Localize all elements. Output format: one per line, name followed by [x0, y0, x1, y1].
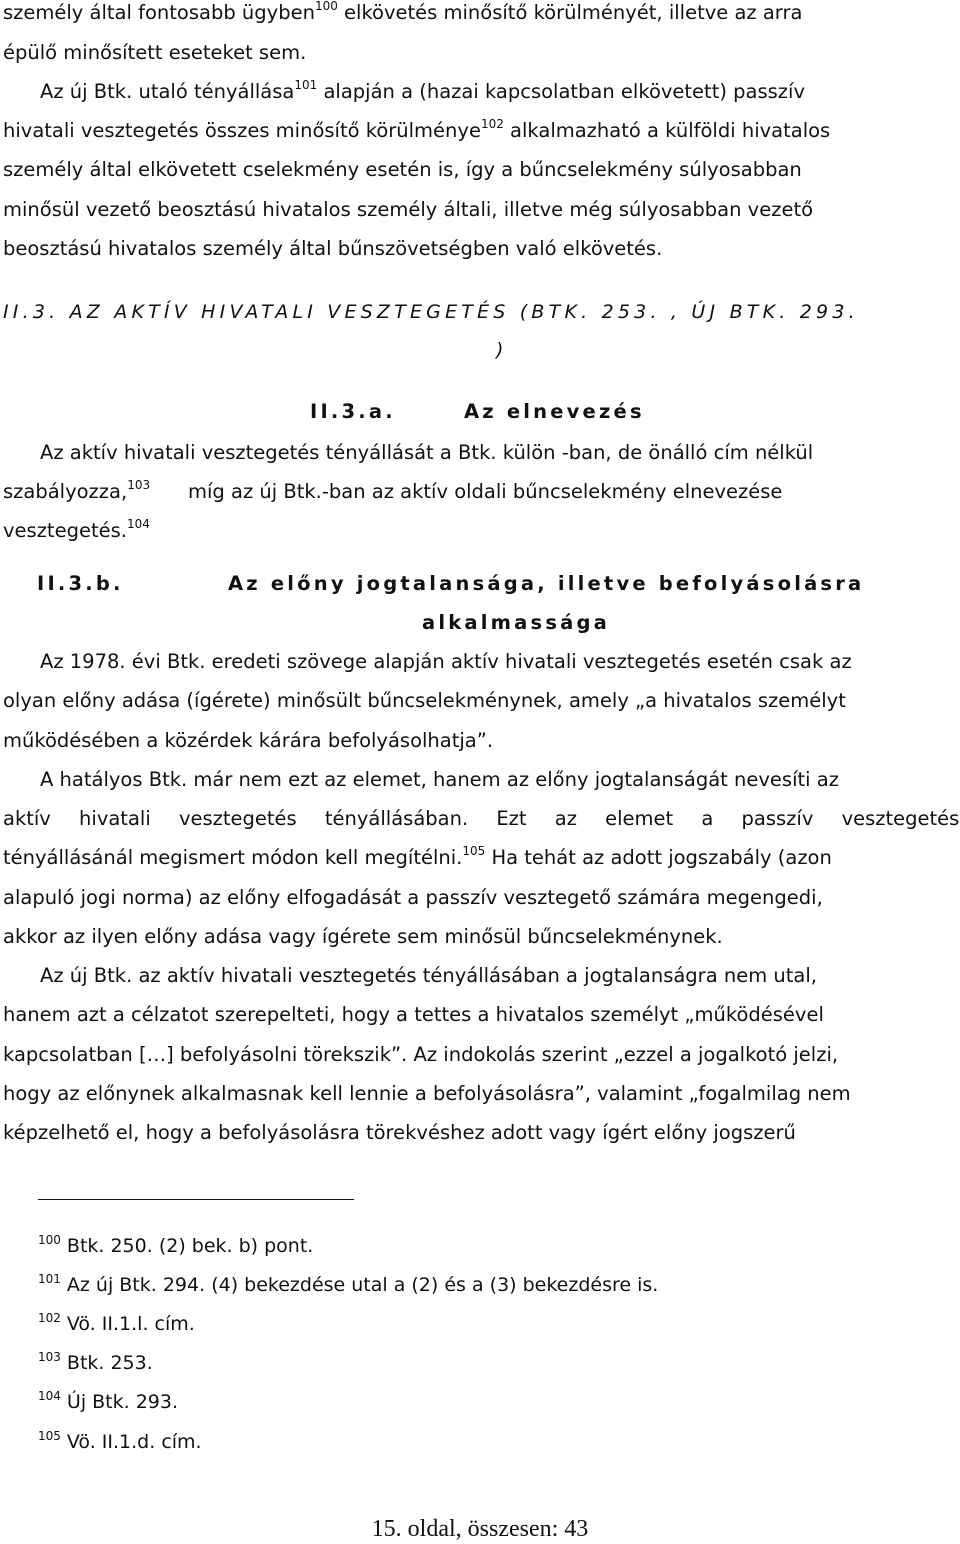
paragraph-line: személy által elkövetett cselekmény esetén is, így a bűncselekmény súlyosabban — [3, 158, 802, 181]
text-run: tényállásánál megismert módon kell megítélni. — [3, 846, 463, 869]
paragraph-line: minősül vezető beosztású hivatalos személy általi, illetve még súlyosabban vezető — [3, 198, 814, 221]
text-run: szabályozza, — [3, 480, 128, 503]
text-run: alkalmazható a külföldi hivatalos — [503, 119, 831, 142]
text-run: Ha tehát az adott jogszabály (azon — [485, 846, 832, 869]
paragraph-line: működésében a közérdek kárára befolyásolhatja”. — [3, 729, 494, 752]
text-run: Az új Btk. utaló tényállása — [40, 80, 295, 103]
paragraph-line: A hatályos Btk. már nem ezt az elemet, hanem az előny jogtalanságát nevesíti az — [40, 768, 839, 791]
footnote — [38, 1312, 195, 1336]
footnote — [38, 1430, 202, 1454]
text-run: vesztegetés. — [3, 519, 127, 542]
paragraph-line: beosztású hivatalos személy által bűnszövetségben való elkövetés. — [3, 237, 663, 260]
paragraph-line: alapuló jogi norma) az előny elfogadását a passzív vesztegető számára megengedi, — [3, 886, 823, 909]
paragraph-line — [3, 79, 960, 105]
footnote-text: Vö. II.1.l. cím. — [66, 1313, 195, 1335]
paragraph-line: olyan előny adása (ígérete) minősült bűncselekménynek, amely „a hivatalos személyt — [3, 689, 846, 712]
footnote — [38, 1273, 658, 1297]
paragraph-line — [3, 518, 960, 544]
footnote-ref[interactable]: 105 — [462, 844, 486, 858]
subsection-number: II.3.b. — [37, 572, 124, 595]
footnote-number: 100 — [38, 1233, 61, 1247]
footnote-separator — [38, 1199, 354, 1200]
footnote-text: Btk. 253. — [66, 1352, 153, 1374]
subsection-title: Az elnevezés — [464, 400, 645, 423]
paragraph-line: míg az új Btk.-ban az aktív oldali bűncselekmény elnevezése — [188, 480, 783, 503]
paragraph-line: képzelhető el, hogy a befolyásolásra törekvéshez adott vagy ígért előny jogszerű — [3, 1121, 796, 1144]
footnote-number: 101 — [38, 1272, 61, 1286]
section-heading: II.3. AZ AKTÍV HIVATALI VESZTEGETÉS (BTK. 253. , ÚJ BTK. 293. — [3, 301, 859, 323]
footnote-number: 103 — [38, 1350, 61, 1364]
footnote-number: 102 — [38, 1311, 61, 1325]
footnote-text: Új Btk. 293. — [66, 1391, 179, 1413]
text-run: alapján a (hazai kapcsolatban elkövetett) passzív — [317, 80, 805, 103]
footnote — [38, 1351, 153, 1375]
footnote-text: Vö. II.1.d. cím. — [66, 1431, 202, 1453]
paragraph-line: kapcsolatban […] befolyásolni törekszik”. Az indokolás szerint „ezzel a jogalkotó jelzi, — [3, 1043, 839, 1066]
text-run: hivatali vesztegetés összes minősítő körülménye — [3, 119, 481, 142]
subsection-title: Az előny jogtalansága, illetve befolyásolásra — [228, 572, 865, 595]
paragraph-line: Az aktív hivatali vesztegetés tényállását a Btk. külön -ban, de önálló cím nélkül — [40, 441, 814, 464]
footnote — [38, 1234, 313, 1258]
section-heading-cont: ) — [496, 339, 508, 361]
paragraph-line — [3, 845, 960, 871]
footnote-ref[interactable]: 101 — [294, 78, 318, 92]
footnote-ref[interactable]: 104 — [126, 517, 150, 531]
footnote-ref[interactable]: 100 — [314, 0, 338, 13]
footnote-ref[interactable]: 102 — [480, 117, 504, 131]
paragraph-line: épülő minősített eseteket sem. — [3, 41, 307, 64]
footnote-number: 105 — [38, 1429, 61, 1443]
footnote-number: 104 — [38, 1389, 61, 1403]
paragraph-line: akkor az ilyen előny adása vagy ígérete sem minősül bűncselekménynek. — [3, 925, 723, 948]
text-run: személy által fontosabb ügyben — [3, 1, 315, 24]
paragraph-line: hogy az előnynek alkalmasnak kell lennie a befolyásolásra”, valamint „fogalmilag nem — [3, 1082, 851, 1105]
paragraph-line: aktív hivatali vesztegetés tényállásában. Ezt az elemet a passzív vesztegetés — [3, 807, 960, 830]
paragraph-line: Az 1978. évi Btk. eredeti szövege alapján aktív hivatali vesztegetés esetén csak az — [40, 650, 852, 673]
paragraph-line: hanem azt a célzatot szerepelteti, hogy a tettes a hivatalos személyt „működésével — [3, 1003, 824, 1026]
footnote-text: Btk. 250. (2) bek. b) pont. — [66, 1235, 314, 1257]
footnote-text: Az új Btk. 294. (4) bekezdése utal a (2) és a (3) bekezdésre is. — [66, 1274, 659, 1296]
footnote-ref[interactable]: 103 — [127, 478, 151, 492]
paragraph-line — [3, 118, 960, 144]
paragraph-line: Az új Btk. az aktív hivatali vesztegetés tényállásában a jogtalanságra nem utal, — [40, 964, 817, 987]
paragraph-line — [3, 0, 960, 26]
subsection-number: II.3.a. — [310, 400, 396, 423]
text-run: elkövetés minősítő körülményét, illetve az arra — [337, 1, 803, 24]
page-number: 15. oldal, összesen: 43 — [371, 1516, 589, 1542]
subsection-title-cont: alkalmassága — [422, 611, 611, 634]
footnote — [38, 1390, 178, 1414]
